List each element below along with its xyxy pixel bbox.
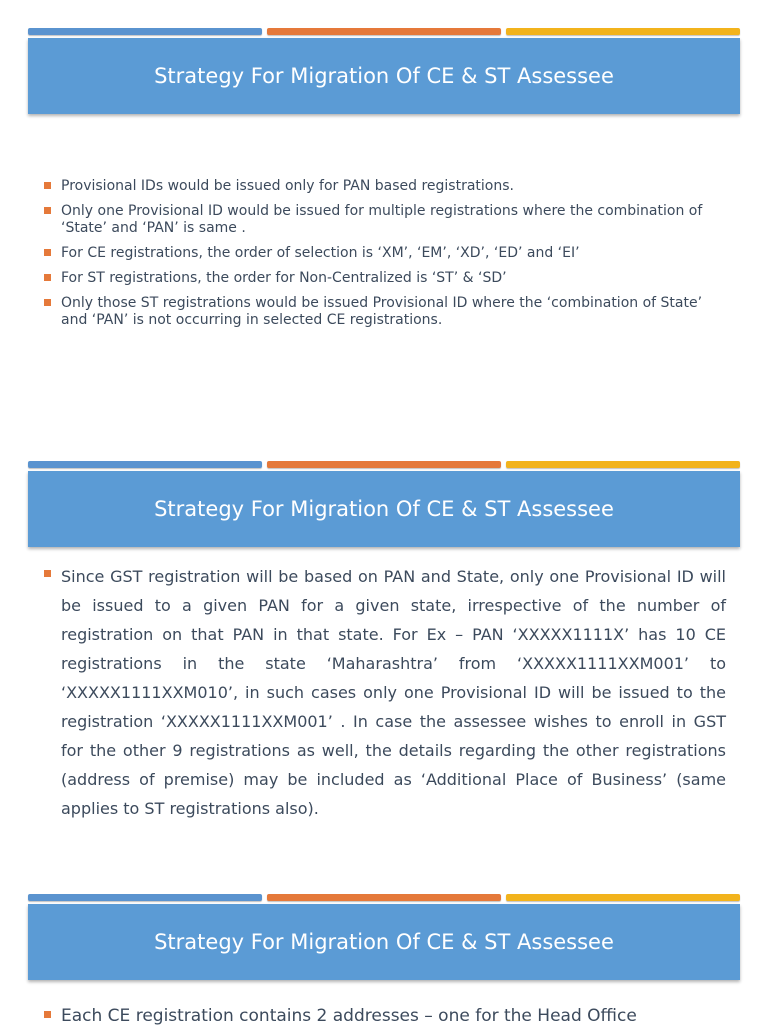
bullet-square-icon [44,274,51,281]
stripe-yellow [506,461,740,468]
stripe-blue [28,461,262,468]
bullet-list [42,1004,726,1028]
bullet-text: Only those ST registrations would be issued Provisional ID where the ‘combination of State’ and ‘PAN’ is not occurring in selected CE registrations. [61,295,703,328]
bullet-list [42,178,726,337]
bullet-text: Provisional IDs would be issued only for PAN based registrations. [61,178,514,194]
bullet-square-icon [44,299,51,306]
slide-3 [0,894,768,1024]
bullet-text: For CE registrations, the order of selection is ‘XM’, ‘EM’, ‘XD’, ‘ED’ and ‘EI’ [61,245,580,261]
slide-title: Strategy For Migration Of CE & ST Assessee [28,38,740,114]
slide-2 [0,461,768,861]
header-stripes [28,28,740,36]
stripe-orange [267,894,501,901]
bullet-square-icon [44,182,51,189]
header-stripes [28,894,740,902]
list-item [42,245,726,262]
bullet-square-icon [44,249,51,256]
list-item [42,1004,726,1028]
bullet-square-icon [44,570,51,577]
bullet-square-icon [44,207,51,214]
stripe-yellow [506,28,740,35]
bullet-list [42,562,726,823]
stripe-yellow [506,894,740,901]
stripe-blue [28,894,262,901]
stripe-blue [28,28,262,35]
list-item [42,562,726,823]
stripe-orange [267,28,501,35]
stripe-orange [267,461,501,468]
bullet-text: Only one Provisional ID would be issued for multiple registrations where the combination of ‘State’ and ‘PAN’ is same . [61,203,703,236]
bullet-text: Since GST registration will be based on PAN and State, only one Provisional ID will be issued to a given PAN for a given state, irrespective of the number of registration on that PAN in that state. For Ex – PAN ‘XXXXX1111X’ has 10 CE registrations in the state ‘Maharashtra’ from ‘XXXXX1111XXM001’ to ‘XXXXX1111XXM010’, in such cases only one Provisional ID will be issued to the registration ‘XXXXX1111XXM001’ . In case the assessee wishes to enroll in GST for the other 9 registrations as well, the details regarding the other registrations (address of premise) may be included as ‘Additional Place of Business’ (same applies to ST registrations also). [61,567,726,818]
slide-title: Strategy For Migration Of CE & ST Assessee [28,471,740,547]
bullet-text: For ST registrations, the order for Non-Centralized is ‘ST’ & ‘SD’ [61,270,507,286]
bullet-square-icon [44,1011,51,1018]
bullet-text: Each CE registration contains 2 addresses – one for the Head Office [61,1006,637,1026]
list-item [42,178,726,195]
list-item [42,270,726,287]
slide-1 [0,28,768,358]
list-item [42,203,726,237]
header-stripes [28,461,740,469]
list-item [42,295,726,329]
slide-title: Strategy For Migration Of CE & ST Assessee [28,904,740,980]
